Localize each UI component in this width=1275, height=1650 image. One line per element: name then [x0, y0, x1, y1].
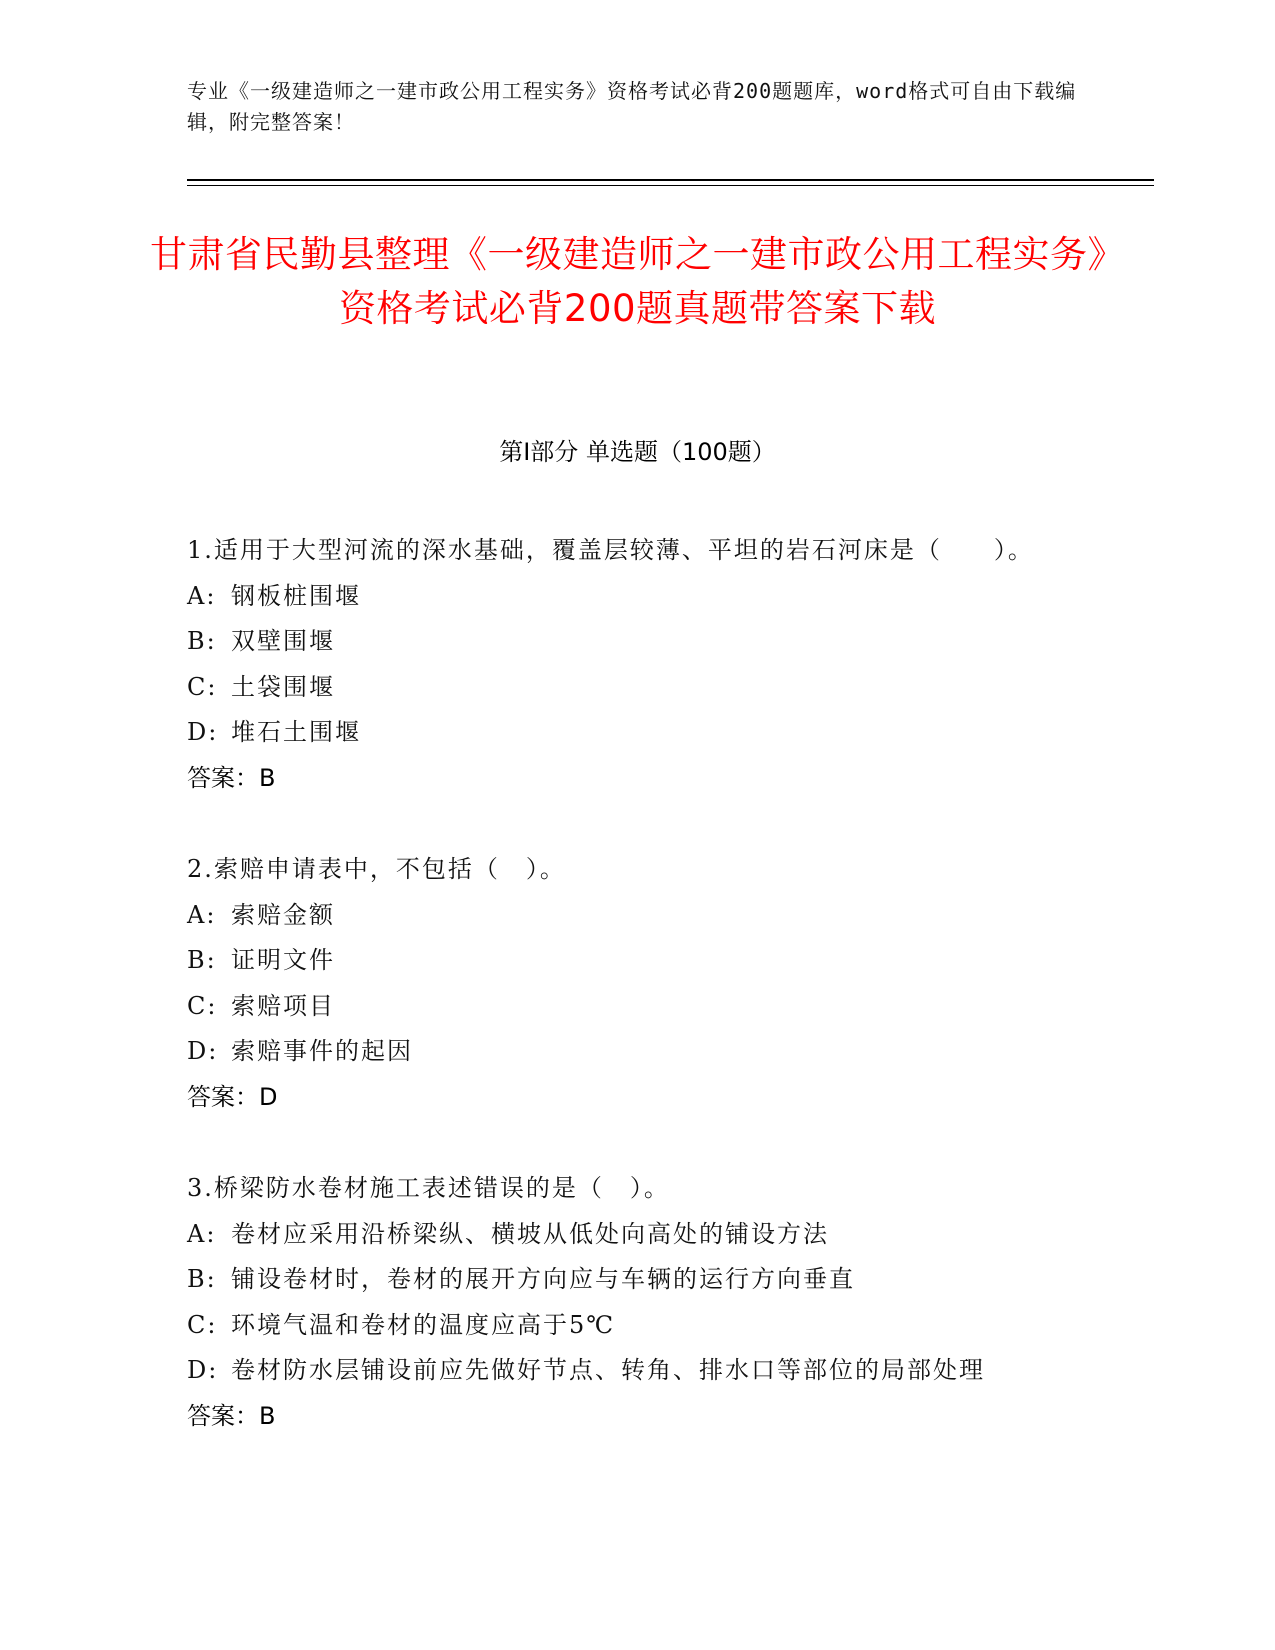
header-rule-thick	[187, 179, 1154, 181]
answer-line	[187, 1394, 1087, 1440]
question-stem: 3.桥梁防水卷材施工表述错误的是（ ）。	[187, 1174, 670, 1202]
option-text: 索赔金额	[231, 900, 335, 929]
option-a	[187, 1212, 1087, 1258]
option-letter: B:	[187, 627, 217, 655]
option-letter: D:	[187, 718, 219, 746]
option-text: 证明文件	[231, 946, 335, 974]
option-b	[187, 1257, 1087, 1303]
document-title: 甘肃省民勤县整理《一级建造师之一建市政公用工程实务》资格考试必背200题真题带答案下载	[150, 233, 1125, 330]
question-list	[187, 528, 1087, 1485]
option-a	[187, 893, 1087, 939]
option-text: 铺设卷材时，卷材的展开方向应与车辆的运行方向垂直	[231, 1265, 855, 1293]
option-text: 卷材应采用沿桥梁纵、横坡从低处向高处的铺设方法	[231, 1219, 829, 1248]
option-d	[187, 1348, 1087, 1394]
header-rule-thin	[187, 185, 1154, 186]
option-b	[187, 619, 1087, 665]
option-d	[187, 710, 1087, 756]
option-letter: D:	[187, 1356, 219, 1384]
option-c	[187, 984, 1087, 1030]
option-text: 环境气温和卷材的温度应高于5℃	[231, 1310, 616, 1339]
option-text: 双壁围堰	[231, 627, 335, 655]
header-note: 专业《一级建造师之一建市政公用工程实务》资格考试必背200题题库，word格式可自由下载编辑，附完整答案！	[187, 79, 1077, 134]
question-3	[187, 1166, 1087, 1439]
answer-line	[187, 756, 1087, 802]
option-letter: B:	[187, 946, 217, 974]
question-stem: 1.适用于大型河流的深水基础，覆盖层较薄、平坦的岩石河床是（ ）。	[187, 536, 1034, 564]
option-letter: A:	[187, 1219, 217, 1248]
option-text: 卷材防水层铺设前应先做好节点、转角、排水口等部位的局部处理	[231, 1356, 985, 1384]
option-letter: C:	[187, 672, 218, 701]
section-title: 第I部分 单选题（100题）	[499, 438, 776, 466]
option-letter: A:	[187, 581, 217, 610]
option-text: 索赔项目	[231, 991, 335, 1020]
question-1	[187, 528, 1087, 801]
option-letter: A:	[187, 900, 217, 929]
question-2	[187, 847, 1087, 1120]
answer-label: 答案：	[187, 1082, 259, 1111]
answer-value: D	[259, 1082, 278, 1111]
option-letter: C:	[187, 1310, 218, 1339]
option-a	[187, 574, 1087, 620]
option-text: 钢板桩围堰	[231, 581, 361, 610]
option-d	[187, 1029, 1087, 1075]
answer-value: B	[259, 763, 276, 792]
option-c	[187, 665, 1087, 711]
option-letter: C:	[187, 991, 218, 1020]
option-text: 土袋围堰	[231, 672, 335, 701]
option-text: 堆石土围堰	[231, 718, 361, 746]
answer-line	[187, 1075, 1087, 1121]
answer-value: B	[259, 1401, 276, 1430]
option-b	[187, 938, 1087, 984]
option-letter: B:	[187, 1265, 217, 1293]
option-c	[187, 1303, 1087, 1349]
option-letter: D:	[187, 1037, 219, 1065]
answer-label: 答案：	[187, 763, 259, 792]
question-stem: 2.索赔申请表中，不包括（ ）。	[187, 855, 566, 883]
option-text: 索赔事件的起因	[231, 1037, 413, 1065]
answer-label: 答案：	[187, 1401, 259, 1430]
